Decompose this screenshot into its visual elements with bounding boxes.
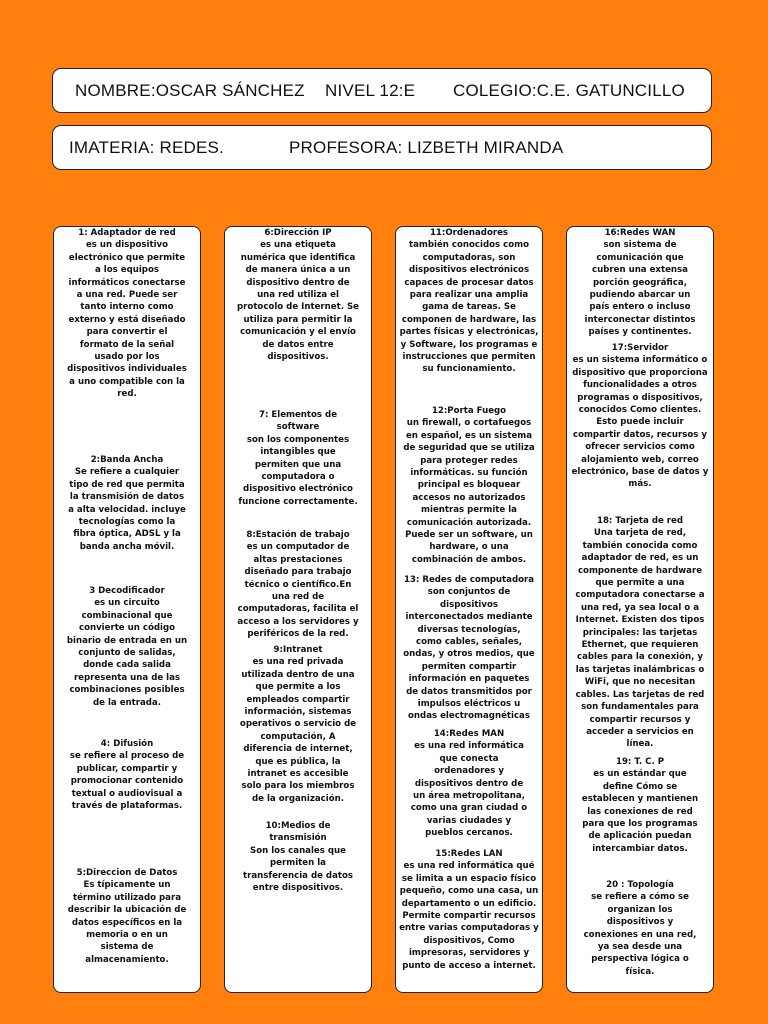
glossary-entry-6: 6:Dirección IP es una etiqueta numérica que identifica de manera única a un dispositivo dentro de una red utiliza el protocolo de Internet. Se utiliza para permitir la comunicación y el envío de datos entre dispositivos. bbox=[237, 228, 359, 363]
glossary-entry-12: 12:Porta Fuego un firewall, o cortafuegos en español, es un sistema de seguridad que se utiliza para proteger redes informáticas. su función principal es bloquear accesos no autorizados mientras permite la comunicación autorizada. Puede ser un software, un hardware, o una combinación de ambos. bbox=[403, 406, 535, 565]
glossary-entry-17: 17:Servidor es un sistema informático o dispositivo que proporciona funcionalidades a otros programas o dispositivos, conocidos Como clientes. Esto puede incluir compartir datos, recursos y ofrecer servicios como alojamiento web, correo electrónico, base de datos y más. bbox=[571, 343, 709, 490]
grade-level: NIVEL 12:E bbox=[325, 80, 416, 100]
glossary-column-3 bbox=[395, 226, 543, 993]
glossary-column-4 bbox=[566, 226, 714, 993]
glossary-entry-8: 8:Estación de trabajo es un computador de altas prestaciones diseñado para trabajo técnico o científico.En una red de computadoras, facilita el acceso a los servidores y periféricos de la red. bbox=[237, 530, 359, 640]
glossary-entry-7: 7: Elementos de software son los componentes intangibles que permiten que una computadora o dispositivo electrónico funcione correctamente. bbox=[238, 410, 358, 507]
school-name: COLEGIO:C.E. GATUNCILLO bbox=[453, 80, 685, 100]
glossary-entry-10: 10:Medios de transmisión Son los canales que permiten la transferencia de datos entre dispositivos. bbox=[242, 821, 353, 894]
glossary-entry-5: 5:Direccion de Datos Es típicamente un término utilizado para describir la ubicación de datos específicos en la memoria o en un sistema de almacenamiento. bbox=[67, 868, 187, 965]
glossary-entry-1: 1: Adaptador de red es un dispositivo electrónico que permite a los equipos informáticos conectarse a una red. Puede ser tanto interno como externo y está diseñado para convertir el formato de la señal usado por los dispositivos individuales a uno compatible con la red. bbox=[67, 228, 187, 400]
glossary-entry-20: 20 : Topología se refiere a cómo se organizan los dispositivos y conexiones en una red, ya sea desde una perspectiva lógica o física. bbox=[583, 880, 697, 977]
glossary-entry-15: 15:Redes LAN es una red informática qué se limita a un espacio físico pequeño, como una casa, un departamento o un edificio. Permite compartir recursos entre varias computadoras y dispositivos, Como impresoras, servidores y punto de acceso a internet. bbox=[399, 849, 539, 971]
glossary-entry-19: 19: T. C. P es un estándar que define Cómo se establecen y mantienen las conexiones de red para que los programas de aplicación puedan intercambiar datos. bbox=[581, 757, 699, 854]
glossary-entry-3: 3 Decodificador es un circuito combinacional que convierte un código binario de entrada en un conjunto de salidas, donde cada salida representa una de las combinaciones posibles de la entrada. bbox=[66, 586, 188, 708]
student-name: NOMBRE:OSCAR SÁNCHEZ bbox=[75, 80, 305, 100]
student-info-box bbox=[52, 68, 712, 113]
glossary-entry-14: 14:Redes MAN es una red informática que conecta ordenadores y dispositivos dentro de un área metropolitana, como una gran ciudad o varias ciudades y pueblos cercanos. bbox=[410, 729, 528, 839]
glossary-entry-2: 2:Banda Ancha Se refiere a cualquier tipo de red que permita la transmisión de datos a alta velocidad. incluye tecnologías como la fibra óptica, ADSL y la banda ancha móvil. bbox=[68, 455, 186, 552]
glossary-column-2 bbox=[224, 226, 372, 993]
glossary-entry-9: 9:Intranet es una red privada utilizada dentro de una que permite a los empleados compartir información, sistemas operativos o servicio de computación, A diferencia de internet, que es pública, la intranet es accesible solo para los miembros de la organización. bbox=[239, 645, 357, 804]
subject-info-box bbox=[52, 125, 712, 170]
teacher-name: PROFESORA: LIZBETH MIRANDA bbox=[289, 137, 564, 157]
glossary-entry-4: 4: Difusión se refiere al proceso de publicar, compartir y promocionar contenido textual o audiovisual a través de plataformas. bbox=[69, 739, 185, 812]
glossary-entry-13: 13: Redes de computadora son conjuntos de dispositivos interconectados mediante diversas tecnologías, como cables, señales, ondas, y otros medios, que permiten compartir información en paquetes de datos transmitidos por impulsos eléctricos u ondas electromagnéticas bbox=[403, 575, 535, 722]
glossary-entry-11: 11:Ordenadores también conocidos como computadoras, son dispositivos electrónicos capaces de procesar datos para realizar una amplia gama de tareas. Se componen de hardware, las partes físicas y electrónicas, y Software, los programas e instrucciones que permiten su funcionamiento. bbox=[399, 228, 539, 375]
glossary-entry-16: 16:Redes WAN son sistema de comunicación que cubren una extensa porción geográfica, pudiendo abarcar un país entero o incluso interconectar distintos países y continentes. bbox=[584, 228, 696, 338]
glossary-entry-18: 18: Tarjeta de red Una tarjeta de red, también conocida como adaptador de red, es un componente de hardware que permite a una computadora conectarse a una red, ya sea local o a Internet. Existen dos tipos principales: las tarjetas Ethernet, que requieren cables para la conexión, y las tarjetas inalámbricas o WiFi, que no necesitan cables. Las tarjetas de red son fundamentales para compartir recursos y acceder a servicios en línea. bbox=[575, 516, 705, 750]
subject-name: IMATERIA: REDES. bbox=[69, 137, 224, 157]
glossary-column-1 bbox=[53, 226, 201, 993]
